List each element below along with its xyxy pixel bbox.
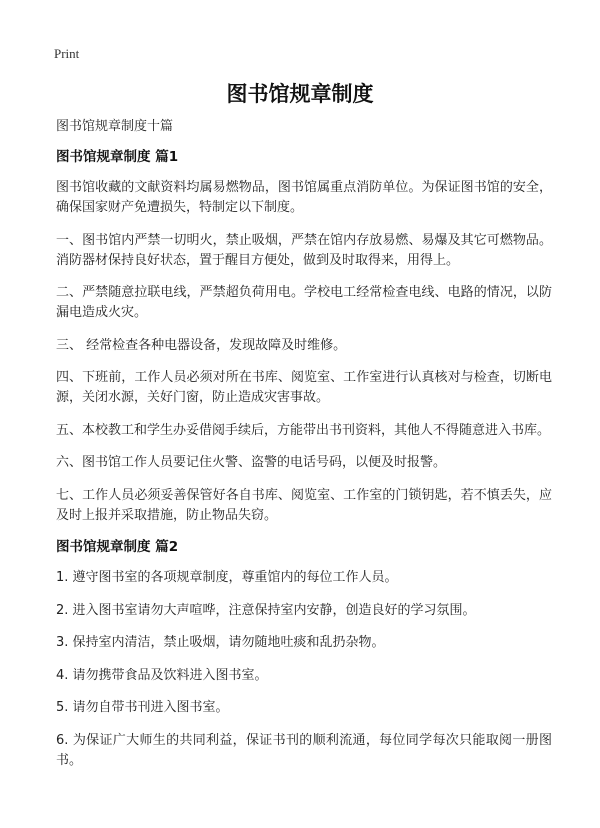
section-heading-1: 图书馆规章制度 篇1 <box>56 149 179 165</box>
paragraph: 五、本校教工和学生办妥借阅手续后，方能带出书刊资料，其他人不得随意进入书库。 <box>56 422 551 438</box>
paragraph: 一、图书馆内严禁一切明火，禁止吸烟，严禁在馆内存放易燃、易爆及其它可燃物品。消防器材保持良好状态，置于醒目方便处，做到及时取得来，用得上。 <box>56 232 552 268</box>
page-title: 图书馆规章制度 <box>226 82 374 106</box>
document-body <box>56 118 552 783</box>
list-item: 3. 保持室内清洁，禁止吸烟，请勿随地吐痰和乱扔杂物。 <box>56 635 385 650</box>
list-item: 4. 请勿携带食品及饮料进入图书室。 <box>56 667 268 683</box>
list-item: 2. 进入图书室请勿大声喧哗，注意保持室内安静，创造良好的学习氛围。 <box>56 602 476 618</box>
paragraph: 四、下班前，工作人员必须对所在书库、阅览室、工作室进行认真核对与检查，切断电源，关闭水源，关好门窗，防止造成灾害事故。 <box>56 370 552 405</box>
paragraph: 七、工作人员必须妥善保管好各自书库、阅览室、工作室的门锁钥匙，若不慎丢失，应及时上报并采取措施，防止物品失窃。 <box>56 487 552 523</box>
paragraph: 二、严禁随意拉联电线，严禁超负荷用电。学校电工经常检查电线、电路的情况，以防漏电造成火灾。 <box>56 285 552 320</box>
document-subtitle: 图书馆规章制度十篇 <box>56 119 174 134</box>
list-item: 5. 请勿自带书刊进入图书室。 <box>56 700 229 715</box>
list-item: 6. 为保证广大师生的共同利益，保证书刊的顺利流通，每位同学每次只能取阅一册图书。 <box>56 732 552 768</box>
paragraph: 三、 经常检查各种电器设备，发现故障及时维修。 <box>56 337 347 353</box>
print-link[interactable]: Print <box>54 46 80 61</box>
section-heading-2: 图书馆规章制度 篇2 <box>56 539 179 555</box>
paragraph: 图书馆收藏的文献资料均属易燃物品，图书馆属重点消防单位。为保证图书馆的安全，确保国家财产免遭损失，特制定以下制度。 <box>56 180 552 215</box>
paragraph: 六、图书馆工作人员要记住火警、盗警的电话号码，以便及时报警。 <box>56 455 447 470</box>
list-item: 1. 遵守图书室的各项规章制度，尊重馆内的每位工作人员。 <box>56 570 398 585</box>
